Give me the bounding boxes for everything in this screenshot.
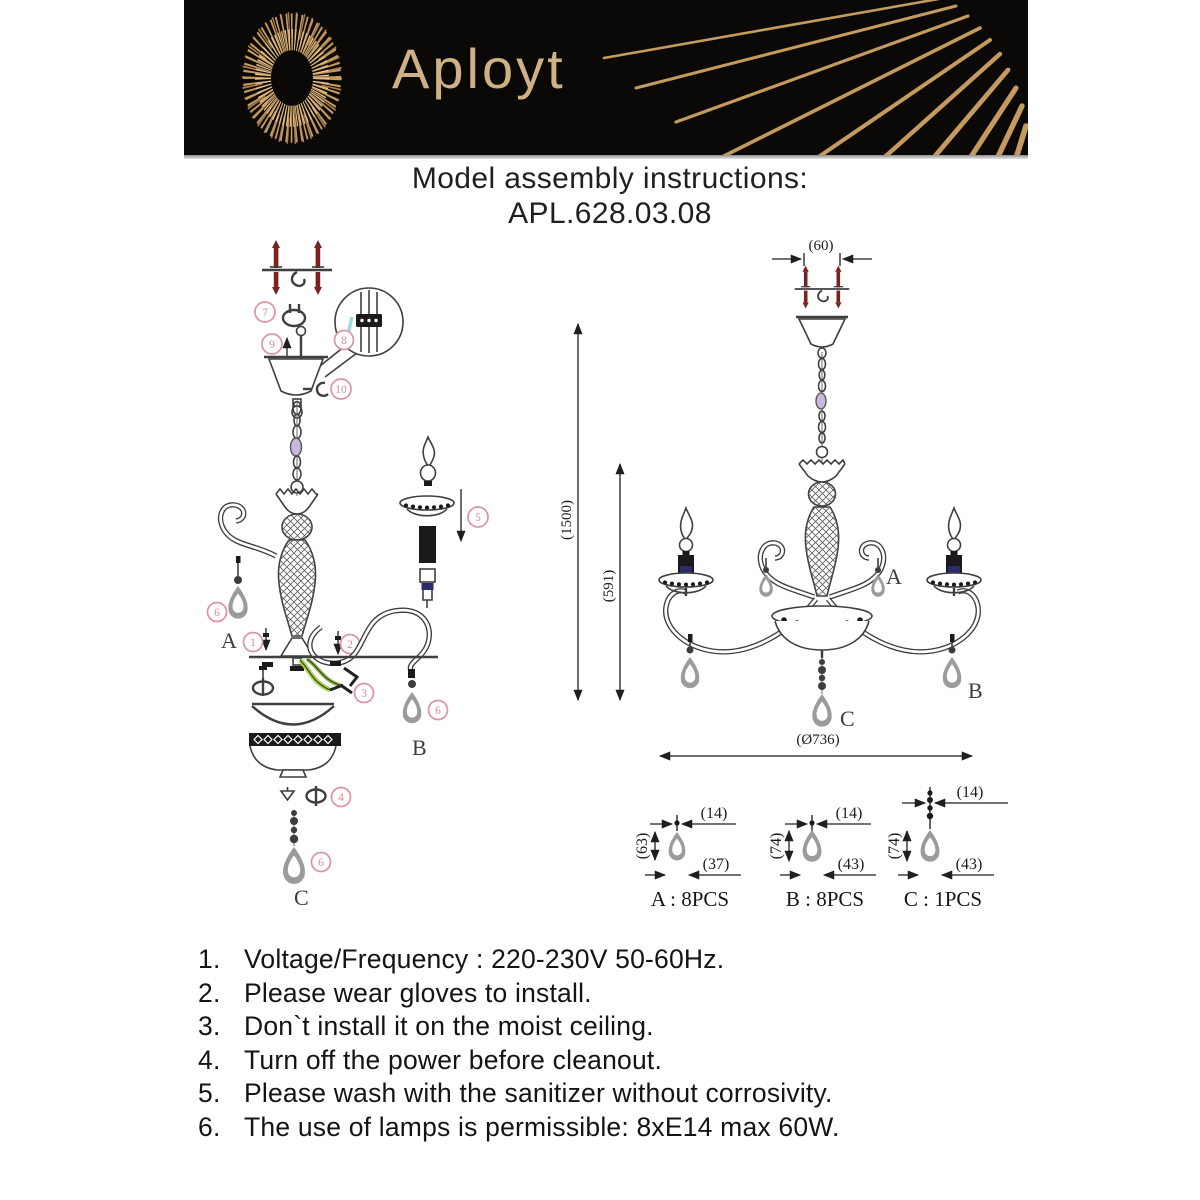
bottom-crystal-c <box>812 658 831 727</box>
label-part-b: B <box>412 735 427 760</box>
instruction-number: 2. <box>198 977 221 1008</box>
label-b: B <box>968 678 983 703</box>
part-a-diagram <box>634 805 741 911</box>
right-arm <box>310 610 429 723</box>
center-bowl <box>772 606 872 658</box>
callout-10 <box>331 379 351 399</box>
callout-6-c <box>312 853 331 872</box>
svg-text:6: 6 <box>214 607 220 619</box>
callout-7 <box>255 302 275 322</box>
svg-text:8: 8 <box>341 335 347 347</box>
banner-artwork <box>184 0 1028 155</box>
instruction-text: Don`t install it on the moist ceiling. <box>244 1011 654 1041</box>
instruction-number: 6. <box>198 1111 221 1142</box>
callout-6-b <box>429 701 448 720</box>
svg-text:2: 2 <box>347 639 353 651</box>
callout-4 <box>332 788 351 807</box>
instructions-list <box>198 946 1038 1147</box>
callout-9 <box>262 334 282 354</box>
svg-text:(1500): (1500) <box>559 500 575 540</box>
label-part-a: A <box>221 628 237 653</box>
column <box>276 489 318 656</box>
callout-5 <box>468 507 488 527</box>
svg-text:(74): (74) <box>886 832 903 860</box>
svg-text:(37): (37) <box>702 856 730 873</box>
instruction-text: Please wear gloves to install. <box>244 977 592 1008</box>
label-a: A <box>886 564 902 589</box>
label-part-c: C <box>294 885 309 910</box>
instruction-text: The use of lamps is permissible: 8xE14 max 60W. <box>244 1111 840 1142</box>
left-arm <box>221 505 276 619</box>
svg-text:6: 6 <box>435 705 441 717</box>
svg-text:(60): (60) <box>808 238 834 254</box>
part-b-label: B : 8PCS <box>785 887 865 911</box>
instruction-item <box>198 946 1038 974</box>
svg-text:10: 10 <box>335 384 347 396</box>
ceiling-mount <box>262 240 332 295</box>
canopy <box>796 317 848 358</box>
callout-8 <box>335 331 354 350</box>
instruction-item <box>198 1013 1038 1041</box>
brand-name: Aployt <box>392 37 566 100</box>
sunburst-logo-icon <box>252 25 332 131</box>
instruction-item <box>198 1111 1038 1142</box>
glass-dish <box>252 704 334 725</box>
dim-canopy-width <box>772 238 872 266</box>
svg-text:4: 4 <box>338 792 344 804</box>
svg-text:(14): (14) <box>835 805 863 822</box>
crystal-parts-diagram <box>615 778 1015 920</box>
part-c-diagram <box>886 784 1008 911</box>
hook-part <box>283 304 305 326</box>
instruction-item <box>198 977 1038 1008</box>
ceiling-mount <box>795 266 850 309</box>
instruction-number: 4. <box>198 1044 221 1075</box>
svg-text:(74): (74) <box>768 832 785 860</box>
banner-shadow <box>184 155 1028 159</box>
instruction-item <box>198 1044 1038 1075</box>
part-c-label: C : 1PCS <box>903 887 983 911</box>
chain <box>816 352 828 464</box>
decorative-rays <box>604 0 1026 155</box>
instruction-number: 1. <box>198 944 221 974</box>
candle-exploded-parts <box>400 437 461 608</box>
page-title: Model assembly instructions: <box>411 162 809 195</box>
svg-text:(591): (591) <box>601 569 617 603</box>
callout-1 <box>244 633 263 652</box>
callout-6-a <box>208 603 227 622</box>
callout-3 <box>355 684 374 703</box>
svg-text:3: 3 <box>361 688 367 700</box>
instruction-number: 5. <box>198 1078 221 1108</box>
column <box>799 460 845 596</box>
dimension-diagram <box>550 230 1010 770</box>
bottom-crystal-c <box>283 810 305 884</box>
exploded-assembly-diagram <box>190 240 530 910</box>
finial-and-ring <box>281 786 326 806</box>
decorative-bowl <box>249 733 341 777</box>
instruction-text: Please wash with the sanitizer without corrosivity. <box>244 1078 833 1108</box>
svg-text:7: 7 <box>262 307 268 319</box>
model-number: APL.628.03.08 <box>508 197 712 230</box>
svg-text:(Ø736): (Ø736) <box>796 732 840 748</box>
dim-diameter <box>660 732 972 756</box>
instruction-item <box>198 1080 1038 1108</box>
instruction-text: Voltage/Frequency : 220-230V 50-60Hz. <box>244 944 725 974</box>
svg-text:6: 6 <box>318 857 324 869</box>
instruction-text: Turn off the power before cleanout. <box>244 1044 663 1075</box>
title-block <box>200 161 1020 231</box>
dim-total-height <box>559 324 578 700</box>
svg-text:9: 9 <box>269 339 275 351</box>
label-c: C <box>840 706 855 731</box>
svg-text:(63): (63) <box>634 832 651 860</box>
instruction-number: 3. <box>198 1011 221 1041</box>
arm-screw-1 <box>263 628 269 650</box>
dim-fixture-height <box>601 464 620 700</box>
magnifier-detail <box>315 288 403 377</box>
svg-text:5: 5 <box>475 512 481 524</box>
svg-text:(43): (43) <box>837 856 865 873</box>
svg-text:(43): (43) <box>955 856 983 873</box>
svg-text:(14): (14) <box>700 805 728 822</box>
svg-text:1: 1 <box>250 637 256 649</box>
svg-text:(14): (14) <box>956 784 984 801</box>
part-b-diagram <box>768 805 876 911</box>
brand-banner <box>184 0 1028 155</box>
hanger-pin <box>287 327 306 361</box>
part-a-label: A : 8PCS <box>650 887 730 911</box>
